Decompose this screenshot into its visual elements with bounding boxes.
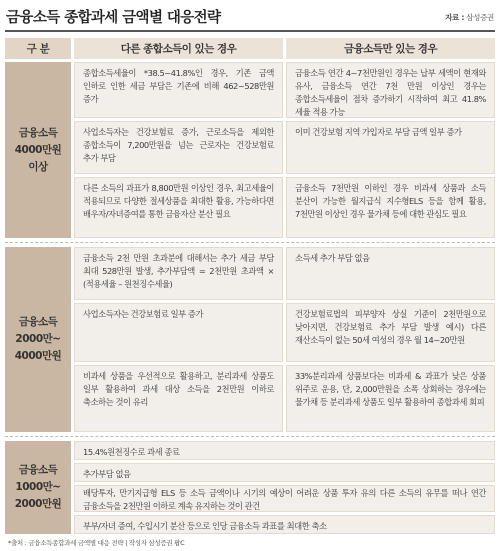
header-financial-only: 금융소득만 있는 경우	[286, 38, 495, 59]
table-cell: 금융소득 2천 만원 초과분에 대해서는 추가 세금 부담 최대 528만원 발생, 추가부담액 = 2천만원 초과액 × (적용세율 – 원천징수세율)	[74, 247, 283, 300]
table-cell: 사업소득자는 건강보험료 증가, 근로소득을 제외한 종합소득이 7,200만원을 넘는 근로자는 건강보험료 추가 부담	[74, 121, 283, 174]
table-cell: 부부/자녀 증여, 수입시기 분산 등으로 인당 금융소득 과표를 최대한 축소	[74, 515, 495, 534]
table-cell: 추가부담 없음	[74, 463, 495, 482]
table-cell: 비과세 상품을 우선적으로 활용하고, 분리과세 상품도 일부 활용하여 과세 대상 소득을 2천만원 이하로 축소하는 것이 유리	[74, 365, 283, 432]
table-cell: 건강보험료법의 피부양자 상실 기준이 2천만원으로 낮아지면, 건강보험료 추가 부담 발생 예시) 다른 재산소득이 없는 50세 여성의 경우 월 14~20만원	[286, 303, 495, 362]
category-line: 4000만원	[14, 143, 62, 156]
category-line: 금융소득	[18, 464, 58, 476]
category-line: 금융소득	[18, 126, 58, 139]
table-cell: 15.4%원천징수로 과세 종료	[74, 441, 495, 460]
table-cell: 33%분리과세 상품보다는 비과세 & 과표가 낮은 상품 위주로 운용, 단, 2,000만원을 소폭 상회하는 경우에는 물가채 등 분리과세 상품도 일부 활용하여 종합과세 회피	[286, 365, 495, 432]
category-line: 4000만원	[14, 350, 62, 362]
source-value: 삼성증권	[466, 13, 494, 22]
table-cell: 이미 건강보험 지역 가입자로 부담 금액 일부 증가	[286, 121, 495, 174]
table-cell: 금융소득 7천만원 이하인 경우 비과세 상품과 소득 분산이 가능한 월지급식 지수형ELS 등을 함께 활용, 7천만원 이상인 경우 물가채 등에 대한 관심도 필요	[286, 177, 495, 238]
page-title: 금융소득 종합과세 금액별 대응전략	[6, 10, 221, 26]
source-label: 자료 :	[445, 13, 465, 22]
table-cell: 소득세 추가 부담 없음	[286, 247, 495, 300]
header-category: 구 분	[5, 38, 71, 59]
group-divider	[5, 436, 495, 437]
category-line: 2000만원	[14, 498, 62, 510]
category-line: 이상	[28, 160, 48, 173]
table-cell: 금융소득 연간 4~7천만원인 경우는 납부 세액이 현재와 유사, 금융소득 연간 7천 만원 이상인 경우는 종합소득세율이 점차 증가하기 시작하여 최고 41.8% 세율 적용 가능	[286, 62, 495, 118]
table-cell: 사업소득자는 건강보험료 일부 증가	[74, 303, 283, 362]
group-divider	[5, 242, 495, 243]
category-cell	[5, 62, 71, 238]
table-cell: 다른 소득의 과표가 8,800만원 이상인 경우, 최고세율이 적용되므로 다양한 절세상품을 최대한 활용, 가능하다면 배우자/자녀증여를 통한 금융자산 분산 필요	[74, 177, 283, 238]
table-cell: 종합소득세율이 *38.5~41.8%인 경우, 기존 금액 인하로 인한 세금 부담은 기존에 비해 462~528만원 증가	[74, 62, 283, 118]
category-cell	[5, 247, 71, 432]
source-credit	[445, 12, 494, 23]
category-cell	[5, 441, 71, 534]
footnote: *출처 : 금융소득종합과세 금액별 대응 전략 | 작성자 삼성증권 팝C	[8, 539, 185, 547]
category-line: 1000만~	[15, 481, 61, 493]
category-line: 금융소득	[18, 316, 58, 328]
title-divider	[5, 30, 495, 32]
table-cell: 배당투자, 만기지급형 ELS 등 소득 금액이나 시기의 예상이 어려운 상품 투자 유의 다른 소득의 유무를 떠나 연간 금융소득을 2천만원 이하로 계속 유지하는 것이 관건	[74, 485, 495, 512]
header-other-income: 다른 종합소득이 있는 경우	[74, 38, 283, 59]
category-line: 2000만~	[15, 333, 61, 345]
